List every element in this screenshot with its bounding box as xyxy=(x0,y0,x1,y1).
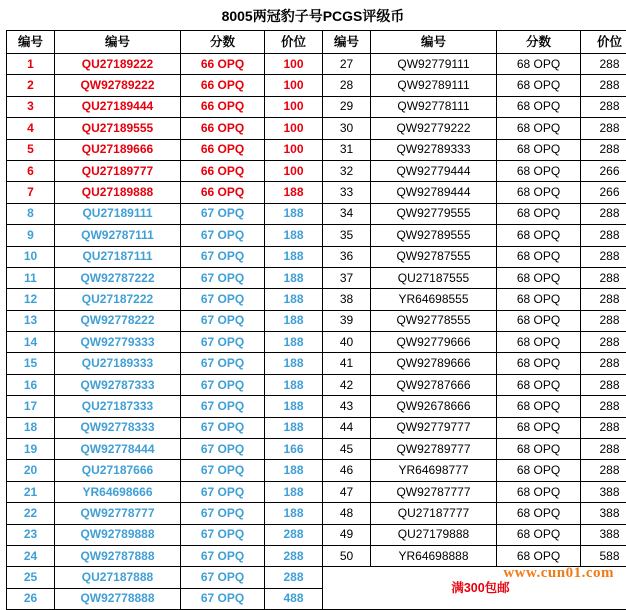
cell-right-code: QW92789111 xyxy=(371,75,497,96)
table-row xyxy=(7,267,626,288)
cell-right-price: 288 xyxy=(581,225,626,246)
cell-left-index: 8 xyxy=(7,203,55,224)
table-row xyxy=(7,353,626,374)
cell-right-index: 40 xyxy=(323,332,371,353)
cell-right-index: 35 xyxy=(323,225,371,246)
cell-right-score: 68 OPQ xyxy=(497,75,581,96)
cell-right-index: 41 xyxy=(323,353,371,374)
cell-left-score: 66 OPQ xyxy=(181,54,265,75)
cell-right-score: 68 OPQ xyxy=(497,460,581,481)
site-watermark: www.cun01.com xyxy=(503,565,614,582)
cell-left-index: 12 xyxy=(7,289,55,310)
cell-right-price: 388 xyxy=(581,524,626,545)
cell-right-price: 288 xyxy=(581,54,626,75)
cell-right-score: 68 OPQ xyxy=(497,160,581,181)
cell-right-code: QW92787666 xyxy=(371,374,497,395)
table-row xyxy=(7,332,626,353)
cell-left-price: 288 xyxy=(265,567,323,588)
table-row xyxy=(7,118,626,139)
cell-right-score: 68 OPQ xyxy=(497,310,581,331)
cell-left-index: 4 xyxy=(7,118,55,139)
cell-left-score: 67 OPQ xyxy=(181,503,265,524)
cell-left-score: 66 OPQ xyxy=(181,96,265,117)
cell-right-index: 29 xyxy=(323,96,371,117)
cell-right-code: QW92789777 xyxy=(371,439,497,460)
cell-left-score: 67 OPQ xyxy=(181,481,265,502)
cell-left-score: 67 OPQ xyxy=(181,439,265,460)
cell-left-price: 188 xyxy=(265,374,323,395)
cell-left-price: 166 xyxy=(265,439,323,460)
table-row xyxy=(7,96,626,117)
cell-left-index: 2 xyxy=(7,75,55,96)
table-row xyxy=(7,310,626,331)
cell-left-score: 67 OPQ xyxy=(181,417,265,438)
cell-right-score: 68 OPQ xyxy=(497,332,581,353)
cell-right-code: QW92789333 xyxy=(371,139,497,160)
cell-left-price: 188 xyxy=(265,417,323,438)
cell-right-score: 68 OPQ xyxy=(497,54,581,75)
table-row xyxy=(7,460,626,481)
cell-right-index: 32 xyxy=(323,160,371,181)
cell-right-score: 68 OPQ xyxy=(497,139,581,160)
cell-left-price: 288 xyxy=(265,524,323,545)
table-row xyxy=(7,524,626,545)
cell-left-score: 66 OPQ xyxy=(181,160,265,181)
cell-right-code: QW92779222 xyxy=(371,118,497,139)
cell-left-score: 67 OPQ xyxy=(181,353,265,374)
cell-left-index: 22 xyxy=(7,503,55,524)
cell-right-code: QW92789555 xyxy=(371,225,497,246)
cell-right-score: 68 OPQ xyxy=(497,246,581,267)
cell-right-index: 50 xyxy=(323,545,371,566)
cell-left-score: 67 OPQ xyxy=(181,545,265,566)
cell-left-price: 100 xyxy=(265,96,323,117)
cell-right-code: QW92779666 xyxy=(371,332,497,353)
cell-left-score: 67 OPQ xyxy=(181,289,265,310)
cell-right-code: QW92789444 xyxy=(371,182,497,203)
cell-right-price: 288 xyxy=(581,118,626,139)
table-header xyxy=(7,31,626,54)
table-row xyxy=(7,374,626,395)
cell-right-price: 288 xyxy=(581,460,626,481)
cell-right-code: QW92778555 xyxy=(371,310,497,331)
cell-left-index: 10 xyxy=(7,246,55,267)
cell-left-code: QW92778444 xyxy=(55,439,181,460)
cell-left-code: QW92778777 xyxy=(55,503,181,524)
cell-left-index: 21 xyxy=(7,481,55,502)
cell-right-code: QW92779444 xyxy=(371,160,497,181)
cell-left-code: QU27189444 xyxy=(55,96,181,117)
cell-left-score: 67 OPQ xyxy=(181,588,265,609)
cell-left-price: 100 xyxy=(265,139,323,160)
cell-right-code: YR64698777 xyxy=(371,460,497,481)
cell-right-code: QW92789666 xyxy=(371,353,497,374)
cell-left-code: QW92789222 xyxy=(55,75,181,96)
cell-right-index: 39 xyxy=(323,310,371,331)
header-right-index: 编号 xyxy=(323,31,371,54)
cell-right-index: 48 xyxy=(323,503,371,524)
cell-right-code: QU27187555 xyxy=(371,267,497,288)
cell-right-price: 288 xyxy=(581,396,626,417)
cell-left-index: 26 xyxy=(7,588,55,609)
cell-right-index: 46 xyxy=(323,460,371,481)
cell-left-code: YR64698666 xyxy=(55,481,181,502)
cell-left-code: QU27187333 xyxy=(55,396,181,417)
cell-left-code: QU27187222 xyxy=(55,289,181,310)
cell-left-price: 188 xyxy=(265,332,323,353)
cell-left-index: 11 xyxy=(7,267,55,288)
cell-left-index: 19 xyxy=(7,439,55,460)
cell-left-score: 67 OPQ xyxy=(181,524,265,545)
cell-left-code: QU27189111 xyxy=(55,203,181,224)
cell-left-index: 24 xyxy=(7,545,55,566)
table-row xyxy=(7,481,626,502)
cell-left-price: 188 xyxy=(265,182,323,203)
cell-right-score: 68 OPQ xyxy=(497,503,581,524)
cell-left-score: 67 OPQ xyxy=(181,567,265,588)
cell-left-code: QW92787222 xyxy=(55,267,181,288)
cell-left-price: 188 xyxy=(265,310,323,331)
table-row xyxy=(7,182,626,203)
cell-right-score: 68 OPQ xyxy=(497,396,581,417)
cell-right-index: 47 xyxy=(323,481,371,502)
cell-left-index: 5 xyxy=(7,139,55,160)
cell-right-index: 43 xyxy=(323,396,371,417)
cell-right-price: 388 xyxy=(581,503,626,524)
cell-left-score: 67 OPQ xyxy=(181,225,265,246)
cell-left-score: 67 OPQ xyxy=(181,460,265,481)
cell-right-price: 288 xyxy=(581,353,626,374)
cell-right-index: 34 xyxy=(323,203,371,224)
header-right-score: 分数 xyxy=(497,31,581,54)
cell-right-index: 33 xyxy=(323,182,371,203)
cell-left-index: 6 xyxy=(7,160,55,181)
cell-left-code: QU27187888 xyxy=(55,567,181,588)
cell-right-index: 44 xyxy=(323,417,371,438)
cell-left-code: QU27189222 xyxy=(55,54,181,75)
cell-right-price: 288 xyxy=(581,417,626,438)
cell-left-code: QU27189777 xyxy=(55,160,181,181)
shipping-note-text: 满300包邮 xyxy=(451,581,509,595)
header-left-price: 价位 xyxy=(265,31,323,54)
cell-right-price: 388 xyxy=(581,481,626,502)
cell-right-score: 68 OPQ xyxy=(497,225,581,246)
cell-left-price: 188 xyxy=(265,481,323,502)
cell-right-score: 68 OPQ xyxy=(497,182,581,203)
cell-right-index: 31 xyxy=(323,139,371,160)
cell-right-score: 68 OPQ xyxy=(497,524,581,545)
cell-right-score: 68 OPQ xyxy=(497,353,581,374)
cell-left-index: 7 xyxy=(7,182,55,203)
cell-left-price: 188 xyxy=(265,289,323,310)
cell-left-score: 67 OPQ xyxy=(181,374,265,395)
cell-right-index: 30 xyxy=(323,118,371,139)
cell-right-price: 288 xyxy=(581,246,626,267)
cell-right-code: QW92779777 xyxy=(371,417,497,438)
cell-right-price: 266 xyxy=(581,160,626,181)
cell-right-code: QW92787777 xyxy=(371,481,497,502)
cell-right-score: 68 OPQ xyxy=(497,417,581,438)
table-row xyxy=(7,503,626,524)
cell-right-code: QW92778111 xyxy=(371,96,497,117)
cell-right-price: 288 xyxy=(581,374,626,395)
cell-right-index: 49 xyxy=(323,524,371,545)
cell-right-price: 288 xyxy=(581,75,626,96)
cell-left-price: 188 xyxy=(265,225,323,246)
cell-left-index: 9 xyxy=(7,225,55,246)
table-row xyxy=(7,75,626,96)
cell-right-code: QW92779111 xyxy=(371,54,497,75)
header-right-code: 编号 xyxy=(371,31,497,54)
cell-right-score: 68 OPQ xyxy=(497,545,581,566)
table-row xyxy=(7,417,626,438)
cell-left-code: QW92778222 xyxy=(55,310,181,331)
cell-left-score: 67 OPQ xyxy=(181,332,265,353)
cell-left-index: 17 xyxy=(7,396,55,417)
cell-left-score: 66 OPQ xyxy=(181,75,265,96)
cell-left-code: QW92787888 xyxy=(55,545,181,566)
cell-right-price: 288 xyxy=(581,96,626,117)
cell-right-code: QU27187777 xyxy=(371,503,497,524)
cell-right-index: 28 xyxy=(323,75,371,96)
cell-right-code: YR64698888 xyxy=(371,545,497,566)
table-row xyxy=(7,396,626,417)
cell-left-price: 188 xyxy=(265,246,323,267)
cell-left-index: 18 xyxy=(7,417,55,438)
cell-left-price: 288 xyxy=(265,545,323,566)
cell-left-code: QW92789888 xyxy=(55,524,181,545)
cell-left-code: QU27187666 xyxy=(55,460,181,481)
cell-right-index: 27 xyxy=(323,54,371,75)
cell-left-price: 188 xyxy=(265,503,323,524)
cell-left-index: 3 xyxy=(7,96,55,117)
cell-right-price: 288 xyxy=(581,439,626,460)
cell-left-score: 67 OPQ xyxy=(181,246,265,267)
cell-right-code: QW92787555 xyxy=(371,246,497,267)
cell-left-code: QU27189666 xyxy=(55,139,181,160)
cell-left-price: 488 xyxy=(265,588,323,609)
header-left-score: 分数 xyxy=(181,31,265,54)
table-row xyxy=(7,545,626,566)
header-left-code: 编号 xyxy=(55,31,181,54)
cell-right-index: 42 xyxy=(323,374,371,395)
table-row xyxy=(7,439,626,460)
cell-left-index: 13 xyxy=(7,310,55,331)
cell-left-code: QW92779333 xyxy=(55,332,181,353)
cell-left-score: 66 OPQ xyxy=(181,182,265,203)
cell-left-score: 66 OPQ xyxy=(181,118,265,139)
cell-right-score: 68 OPQ xyxy=(497,96,581,117)
cell-right-code: QU27179888 xyxy=(371,524,497,545)
cell-right-score: 68 OPQ xyxy=(497,267,581,288)
cell-left-code: QU27189333 xyxy=(55,353,181,374)
cell-left-code: QU27189888 xyxy=(55,182,181,203)
table-row xyxy=(7,139,626,160)
cell-right-code: QW92779555 xyxy=(371,203,497,224)
cell-left-price: 188 xyxy=(265,460,323,481)
cell-left-score: 67 OPQ xyxy=(181,396,265,417)
cell-right-price: 588 xyxy=(581,545,626,566)
cell-left-index: 16 xyxy=(7,374,55,395)
cell-left-score: 66 OPQ xyxy=(181,139,265,160)
cell-right-price: 288 xyxy=(581,267,626,288)
cell-left-score: 67 OPQ xyxy=(181,310,265,331)
cell-left-price: 188 xyxy=(265,267,323,288)
cell-left-index: 25 xyxy=(7,567,55,588)
cell-left-code: QU27189555 xyxy=(55,118,181,139)
cell-right-code: YR64698555 xyxy=(371,289,497,310)
cell-left-code: QU27187111 xyxy=(55,246,181,267)
cell-left-price: 100 xyxy=(265,118,323,139)
cell-right-index: 36 xyxy=(323,246,371,267)
cell-left-code: QW92787333 xyxy=(55,374,181,395)
header-left-index: 编号 xyxy=(7,31,55,54)
cell-right-score: 68 OPQ xyxy=(497,118,581,139)
cell-left-index: 23 xyxy=(7,524,55,545)
cell-left-index: 14 xyxy=(7,332,55,353)
cell-left-price: 188 xyxy=(265,396,323,417)
cell-left-price: 100 xyxy=(265,54,323,75)
cell-right-price: 288 xyxy=(581,203,626,224)
table-header-row xyxy=(7,31,626,54)
cell-left-code: QW92778333 xyxy=(55,417,181,438)
table-row xyxy=(7,225,626,246)
cell-right-code: QW92678666 xyxy=(371,396,497,417)
cell-right-score: 68 OPQ xyxy=(497,439,581,460)
table-row xyxy=(7,246,626,267)
cell-right-price: 288 xyxy=(581,289,626,310)
cell-left-score: 67 OPQ xyxy=(181,267,265,288)
cell-right-score: 68 OPQ xyxy=(497,481,581,502)
cell-left-price: 188 xyxy=(265,203,323,224)
table-row xyxy=(7,160,626,181)
cell-left-price: 100 xyxy=(265,75,323,96)
cell-right-index: 45 xyxy=(323,439,371,460)
cell-left-score: 67 OPQ xyxy=(181,203,265,224)
cell-left-code: QW92778888 xyxy=(55,588,181,609)
cell-left-index: 1 xyxy=(7,54,55,75)
cell-right-price: 288 xyxy=(581,310,626,331)
page-title: 8005两冠豹子号PCGS评级币 xyxy=(6,4,620,30)
cell-left-price: 188 xyxy=(265,353,323,374)
header-right-price: 价位 xyxy=(581,31,626,54)
cell-left-index: 20 xyxy=(7,460,55,481)
cell-right-price: 288 xyxy=(581,332,626,353)
table-row xyxy=(7,289,626,310)
cell-left-index: 15 xyxy=(7,353,55,374)
cell-right-score: 68 OPQ xyxy=(497,203,581,224)
cell-left-code: QW92787111 xyxy=(55,225,181,246)
cell-left-price: 100 xyxy=(265,160,323,181)
cell-right-price: 288 xyxy=(581,139,626,160)
cell-right-index: 38 xyxy=(323,289,371,310)
cell-right-index: 37 xyxy=(323,267,371,288)
table-body xyxy=(7,54,626,610)
price-table xyxy=(6,30,626,610)
table-row xyxy=(7,54,626,75)
cell-right-score: 68 OPQ xyxy=(497,289,581,310)
cell-right-score: 68 OPQ xyxy=(497,374,581,395)
table-row xyxy=(7,203,626,224)
cell-right-price: 266 xyxy=(581,182,626,203)
